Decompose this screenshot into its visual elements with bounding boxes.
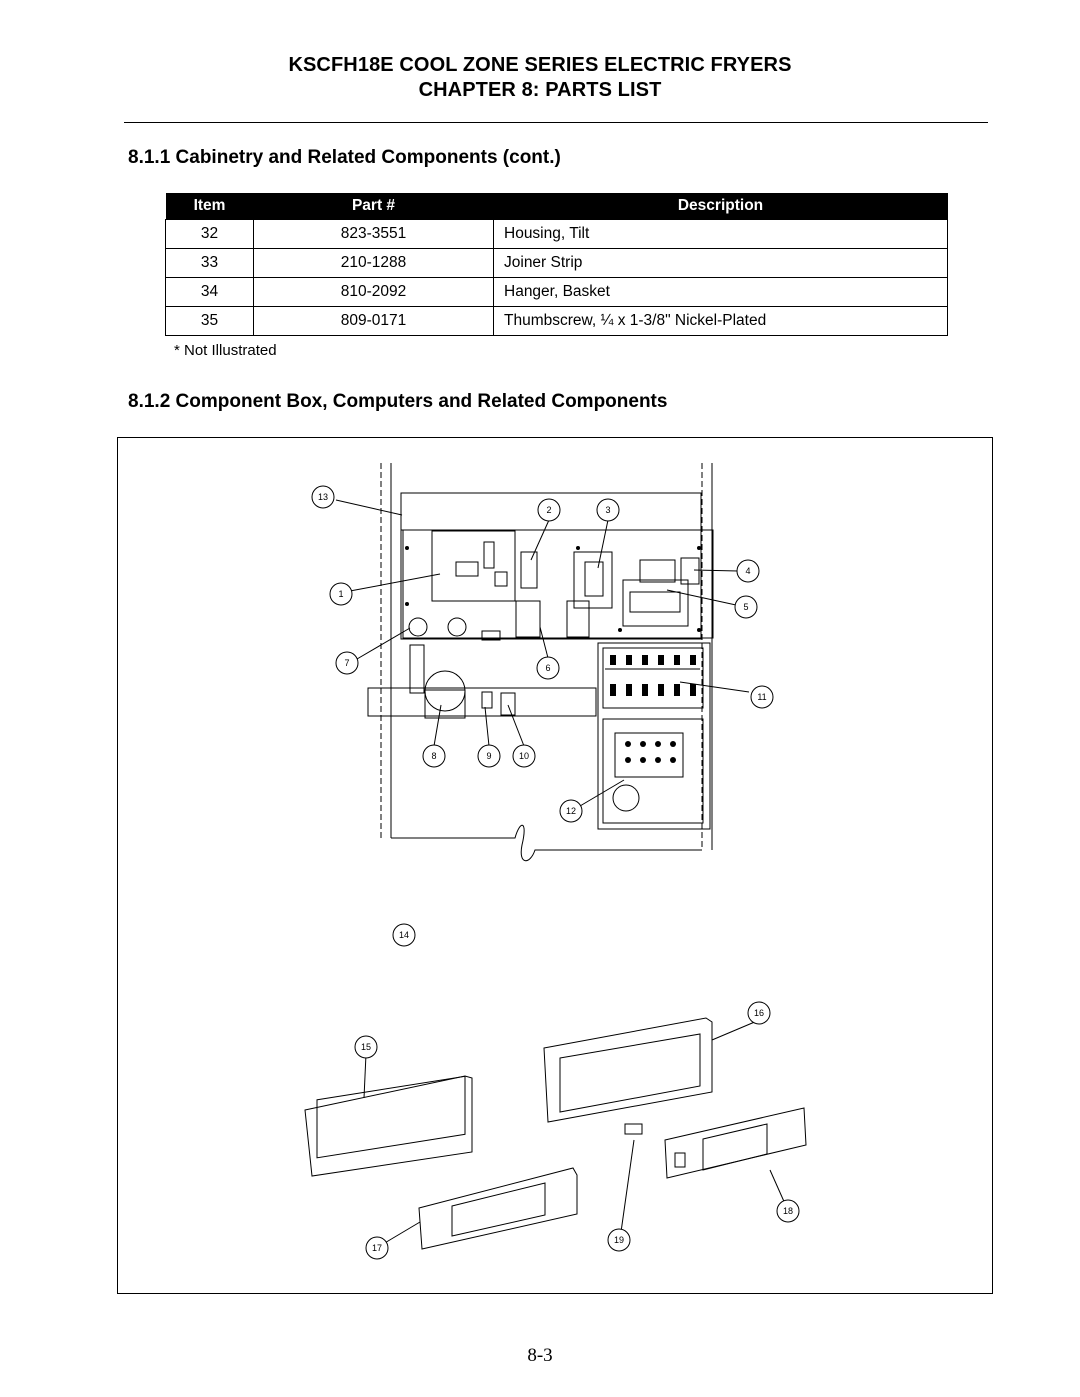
section-heading-cabinetry: 8.1.1 Cabinetry and Related Components (cont.): [128, 147, 561, 168]
callout-bubbles: [312, 486, 799, 1259]
callout-label: 12: [565, 806, 577, 816]
callout-label: 17: [371, 1243, 383, 1253]
callout-label: 2: [546, 505, 552, 515]
item-cell: 34: [166, 278, 254, 307]
callout-label: 3: [605, 505, 611, 515]
page-number: 8-3: [527, 1345, 553, 1366]
part-number-cell: 810-2092: [254, 278, 494, 307]
callout-label: 4: [745, 566, 751, 576]
item-cell: 35: [166, 307, 254, 336]
callout-label: 5: [743, 602, 749, 612]
document-title: KSCFH18E COOL ZONE SERIES ELECTRIC FRYERS: [288, 54, 792, 76]
callout-label: 13: [317, 492, 329, 502]
callout-label: 18: [782, 1206, 794, 1216]
footnote-not-illustrated: * Not Illustrated: [174, 342, 277, 359]
description-cell: Hanger, Basket: [494, 278, 948, 307]
part-number-cell: 809-0171: [254, 307, 494, 336]
description-cell: Joiner Strip: [494, 249, 948, 278]
description-cell: Housing, Tilt: [494, 220, 948, 249]
chapter-title: CHAPTER 8: PARTS LIST: [418, 79, 662, 101]
part-number-cell: 210-1288: [254, 249, 494, 278]
column-header-description: Description: [494, 193, 948, 220]
callout-label: 15: [360, 1042, 372, 1052]
callout-label: 11: [757, 692, 767, 702]
column-header-part: Part #: [254, 193, 494, 220]
callout-label: 1: [338, 589, 344, 599]
item-cell: 32: [166, 220, 254, 249]
callout-label: 10: [518, 751, 530, 761]
callout-label: 19: [613, 1235, 625, 1245]
callout-label: 7: [344, 658, 350, 668]
column-header-item: Item: [166, 193, 254, 220]
callout-label: 8: [431, 751, 437, 761]
callout-label: 14: [398, 930, 410, 940]
item-cell: 33: [166, 249, 254, 278]
callout-label: 16: [753, 1008, 765, 1018]
description-cell: Thumbscrew, ¼ x 1-3/8" Nickel-Plated: [494, 307, 948, 336]
section-heading-component-box: 8.1.2 Component Box, Computers and Related Components: [128, 391, 668, 412]
callout-label: 6: [545, 663, 551, 673]
callout-label: 9: [486, 751, 492, 761]
part-number-cell: 823-3551: [254, 220, 494, 249]
